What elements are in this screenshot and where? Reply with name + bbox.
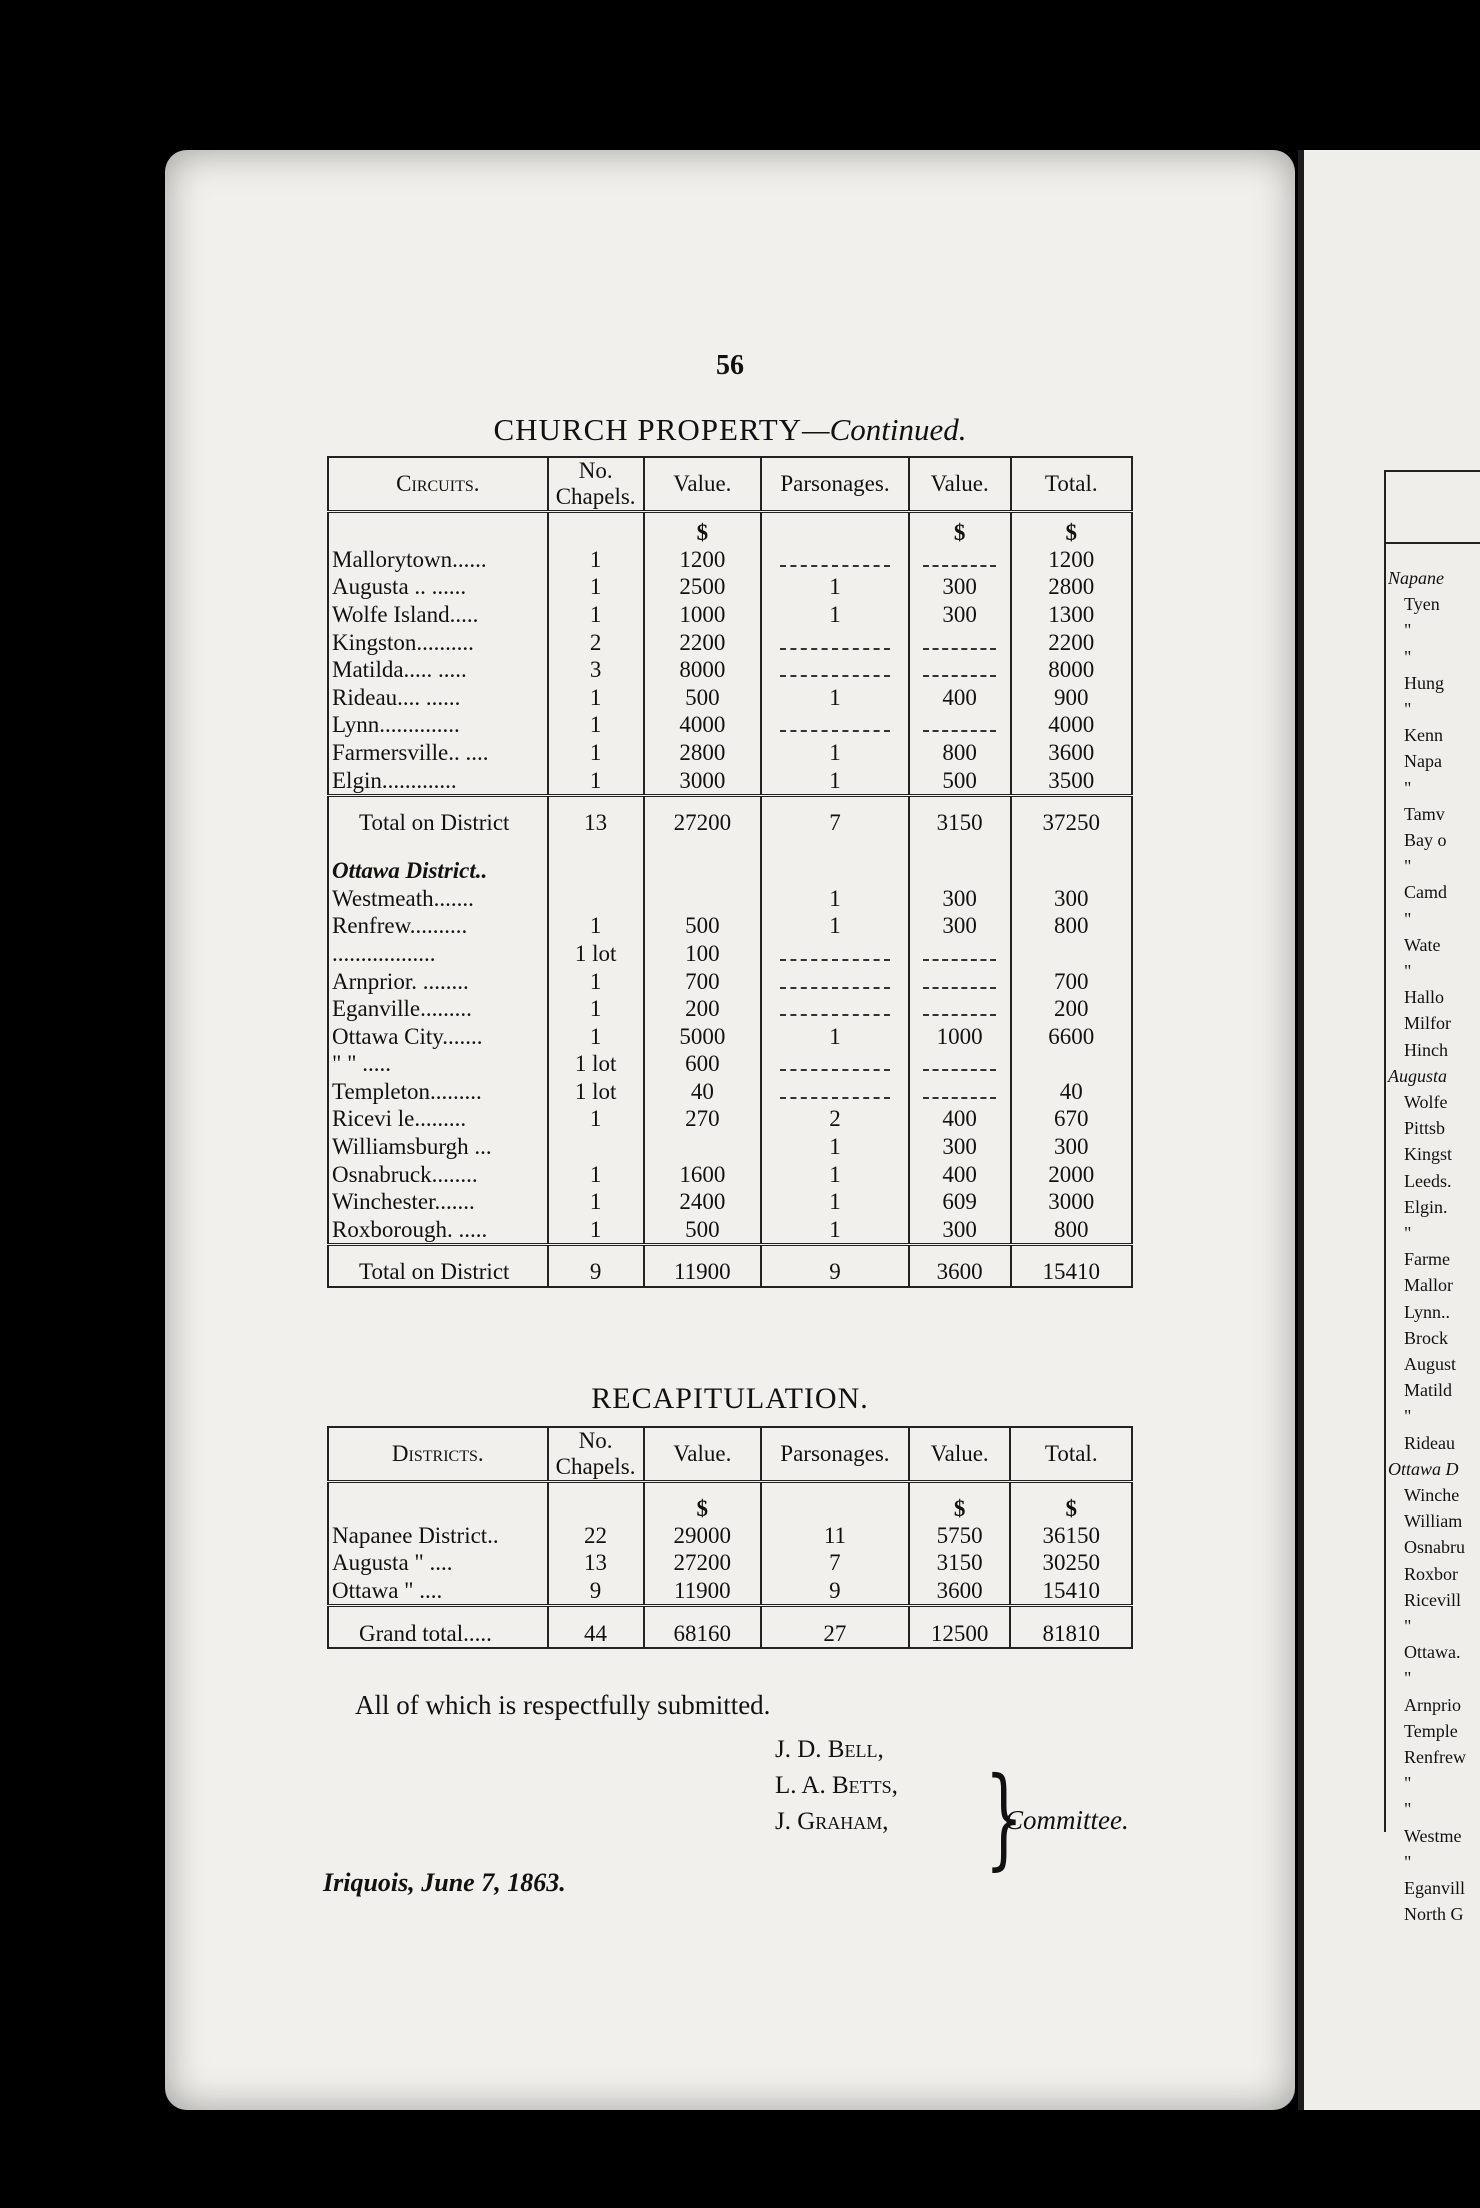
- adjacent-page-text: Milfor: [1404, 1013, 1451, 1034]
- chapels-count: 1: [548, 967, 644, 995]
- parsonages-count: 1: [761, 1133, 909, 1161]
- adjacent-page-text: William: [1404, 1511, 1463, 1532]
- recap-district-row: [328, 1549, 1132, 1577]
- circuit-name: Arnprior. ........: [332, 968, 469, 994]
- parsonage-value: [909, 995, 1011, 1023]
- parsonage-value: [909, 711, 1011, 739]
- augusta-circuit-row: [328, 656, 1132, 684]
- chapel-value: 270: [644, 1105, 762, 1133]
- chapel-value: 1200: [644, 546, 762, 574]
- circuit-name: Osnabruck........: [332, 1161, 478, 1187]
- chapels-count: 1: [548, 601, 644, 629]
- committee-label: Committee.: [1005, 1805, 1129, 1835]
- col-header-value: Value.: [644, 457, 762, 512]
- chapels-count: [548, 884, 644, 912]
- col-header-parsonages: Parsonages.: [761, 457, 909, 512]
- adjacent-page-text: ": [1404, 646, 1412, 667]
- parsonage-value: 5750: [909, 1522, 1011, 1550]
- adjacent-page-text: ": [1404, 1851, 1412, 1872]
- recap-district-row: [328, 1522, 1132, 1550]
- currency-symbol: $: [644, 1482, 762, 1522]
- parsonage-value: 300: [909, 573, 1011, 601]
- col-header-chapels: [548, 1427, 644, 1482]
- chapels-count: 1 lot: [548, 940, 644, 968]
- parsonages-count: [761, 1050, 909, 1078]
- chapel-value: 4000: [644, 711, 762, 739]
- parsonages-count: [761, 995, 909, 1023]
- parsonage-value: 300: [909, 1216, 1011, 1245]
- parsonage-value: [909, 967, 1011, 995]
- augusta-circuit-row: [328, 546, 1132, 574]
- row-total: 800: [1011, 912, 1132, 940]
- ottawa-circuit-row: [328, 884, 1132, 912]
- adjacent-page-text: Rideau: [1404, 1432, 1455, 1453]
- ottawa-circuit-row: [328, 1050, 1132, 1078]
- place-and-date: Iriquois, June 7, 1863.: [323, 1868, 566, 1897]
- augusta-circuit-row: [328, 601, 1132, 629]
- title-suffix: —Continued.: [802, 412, 967, 447]
- recap-district-row: [328, 1577, 1132, 1606]
- page-title: [165, 412, 1295, 448]
- grand-total-row: [328, 1619, 1132, 1648]
- col-header-value: Value.: [644, 1427, 762, 1482]
- total-parsonages: 7: [761, 809, 909, 837]
- chapel-value: 2800: [644, 739, 762, 767]
- signatory-bell: J. D. Bell,: [775, 1736, 884, 1763]
- chapels-count: 1: [548, 995, 644, 1023]
- chapel-value: 5000: [644, 1022, 762, 1050]
- total-chapels: 9: [548, 1258, 644, 1287]
- page-number: 56: [716, 350, 744, 381]
- chapels-count: 1: [548, 1022, 644, 1050]
- ottawa-circuit-row: [328, 1160, 1132, 1188]
- col-header-districts: Districts.: [391, 1441, 484, 1466]
- adjacent-page-text: Elgin.: [1404, 1196, 1448, 1217]
- adjacent-page-text: Farme: [1404, 1249, 1450, 1270]
- row-total: 30250: [1010, 1549, 1132, 1577]
- adjacent-page-text: August: [1404, 1354, 1457, 1374]
- parsonages-count: 1: [761, 884, 909, 912]
- adjacent-page-text: ": [1404, 961, 1412, 981]
- circuit-name: Ricevi le.........: [332, 1106, 467, 1132]
- parsonage-value: [909, 546, 1011, 574]
- adjacent-page-text: Wate: [1404, 934, 1441, 955]
- chapel-value: 11900: [644, 1577, 762, 1606]
- chapel-value: 1000: [644, 601, 762, 629]
- row-total: 2000: [1011, 1160, 1132, 1188]
- col-header-chapels: [548, 457, 644, 512]
- total-parsonage-value: 3150: [909, 809, 1011, 837]
- parsonage-value: 800: [909, 739, 1011, 767]
- total-parsonages: 9: [761, 1258, 909, 1287]
- currency-row: [328, 512, 1132, 546]
- parsonages-count: 1: [761, 739, 909, 767]
- chapel-value: [644, 884, 762, 912]
- row-total: 8000: [1011, 656, 1132, 684]
- adjacent-page-text: ": [1404, 1616, 1412, 1636]
- circuit-name: ..................: [332, 940, 436, 966]
- row-total: 40: [1011, 1078, 1132, 1106]
- chapels-count: 1: [548, 1216, 644, 1245]
- parsonages-count: 1: [761, 683, 909, 711]
- ottawa-circuit-row: [328, 1216, 1132, 1245]
- title-main: CHURCH PROPERTY: [493, 412, 803, 447]
- augusta-district-total-row: [328, 809, 1132, 837]
- row-total: 3600: [1011, 739, 1132, 767]
- circuit-name: Wolfe Island.....: [332, 601, 479, 627]
- ottawa-district-heading: Ottawa District..: [332, 858, 488, 884]
- chapels-header-line2: Chapels.: [555, 484, 636, 509]
- parsonage-value: 609: [909, 1188, 1011, 1216]
- row-total: 3000: [1011, 1188, 1132, 1216]
- ottawa-circuit-row: [328, 1078, 1132, 1106]
- adjacent-page-text: Napane: [1388, 568, 1444, 588]
- row-total: 2800: [1011, 573, 1132, 601]
- chapels-count: 1: [548, 766, 644, 795]
- ottawa-circuit-row: [328, 1133, 1132, 1161]
- parsonages-count: 9: [761, 1577, 909, 1606]
- chapel-value: 500: [644, 912, 762, 940]
- parsonages-count: 7: [761, 1549, 909, 1577]
- parsonages-count: 2: [761, 1105, 909, 1133]
- parsonages-count: [761, 940, 909, 968]
- chapels-count: 13: [548, 1549, 644, 1577]
- adjacent-page-text: Augusta: [1388, 1065, 1448, 1086]
- parsonage-value: 400: [909, 1105, 1011, 1133]
- row-total: 2200: [1011, 628, 1132, 656]
- adjacent-page-text: Renfrew: [1404, 1747, 1466, 1767]
- parsonage-value: 300: [909, 1133, 1011, 1161]
- chapel-value: 100: [644, 940, 762, 968]
- parsonage-value: [909, 1050, 1011, 1078]
- circuit-name: Lynn..............: [332, 712, 460, 738]
- adjacent-page-text: Winche: [1404, 1485, 1460, 1505]
- parsonages-count: [761, 711, 909, 739]
- chapel-value: 40: [644, 1078, 762, 1106]
- circuit-name: Roxborough. .....: [332, 1216, 488, 1242]
- chapels-header-line1: No.: [578, 1428, 613, 1453]
- chapels-count: 9: [548, 1577, 644, 1606]
- adjacent-page-text: ": [1404, 856, 1412, 877]
- adjacent-page-text: Temple: [1404, 1720, 1458, 1741]
- chapels-count: 1: [548, 1105, 644, 1133]
- chapels-count: 3: [548, 656, 644, 684]
- grand-total-label: Grand total.....: [359, 1620, 492, 1646]
- circuit-name: Ottawa City.......: [332, 1023, 483, 1049]
- grand-total-total: 81810: [1010, 1619, 1132, 1648]
- row-total: 900: [1011, 683, 1132, 711]
- parsonage-value: 400: [909, 683, 1011, 711]
- circuit-name: Mallorytown......: [332, 546, 487, 572]
- committee-brace: }: [984, 1753, 1024, 1881]
- ottawa-circuit-row: [328, 1188, 1132, 1216]
- adjacent-page-text: Napa: [1404, 751, 1442, 772]
- col-header-parsonage-value: Value.: [909, 457, 1011, 512]
- submission-statement: All of which is respectfully submitted.: [355, 1690, 771, 1720]
- row-total: 36150: [1010, 1522, 1132, 1550]
- adjacent-page-text: Camd: [1404, 882, 1447, 903]
- row-total: 800: [1011, 1216, 1132, 1245]
- col-header-parsonages: Parsonages.: [761, 1427, 909, 1482]
- adjacent-page-text: Matild: [1404, 1380, 1452, 1401]
- chapels-count: 1: [548, 711, 644, 739]
- parsonage-value: 1000: [909, 1022, 1011, 1050]
- parsonage-value: 500: [909, 766, 1011, 795]
- chapels-count: 1: [548, 912, 644, 940]
- col-header-total: Total.: [1010, 1427, 1132, 1482]
- chapels-count: 1: [548, 683, 644, 711]
- chapel-value: 29000: [644, 1522, 762, 1550]
- chapels-count: 22: [548, 1522, 644, 1550]
- col-header-circuits: Circuits.: [396, 471, 480, 496]
- parsonages-count: 1: [761, 601, 909, 629]
- parsonage-value: 300: [909, 884, 1011, 912]
- currency-symbol: $: [1011, 512, 1132, 546]
- row-total: 6600: [1011, 1022, 1132, 1050]
- circuit-name: Rideau.... ......: [332, 684, 461, 710]
- row-total: 300: [1011, 1133, 1132, 1161]
- circuit-name: Templeton.........: [332, 1078, 482, 1104]
- row-total: 3500: [1011, 766, 1132, 795]
- adjacent-page-text: Hinch: [1404, 1039, 1448, 1060]
- adjacent-page-text: Tyen: [1404, 594, 1440, 615]
- parsonage-value: [909, 1078, 1011, 1106]
- row-total: [1011, 1050, 1132, 1078]
- currency-symbol: $: [644, 512, 762, 546]
- grand-total-chapels: 44: [548, 1619, 644, 1648]
- augusta-circuit-row: [328, 711, 1132, 739]
- parsonage-value: 300: [909, 912, 1011, 940]
- parsonage-value: 3600: [909, 1577, 1011, 1606]
- circuit-name: Renfrew..........: [332, 913, 468, 939]
- chapels-count: 1: [548, 1188, 644, 1216]
- adjacent-page-text: Hallo: [1404, 987, 1444, 1008]
- augusta-circuit-row: [328, 573, 1132, 601]
- chapels-count: 1: [548, 739, 644, 767]
- chapel-value: 700: [644, 967, 762, 995]
- parsonages-count: [761, 628, 909, 656]
- augusta-circuit-row: [328, 739, 1132, 767]
- chapel-value: 500: [644, 1216, 762, 1245]
- parsonages-count: 1: [761, 766, 909, 795]
- circuit-name: Farmersville.. ....: [332, 739, 489, 765]
- augusta-circuit-row: [328, 766, 1132, 795]
- parsonage-value: 300: [909, 601, 1011, 629]
- church-property-table: [327, 456, 1133, 1288]
- chapel-value: 27200: [644, 1549, 762, 1577]
- ottawa-district-total-row: [328, 1258, 1132, 1287]
- adjacent-page-text: Hung: [1404, 672, 1444, 693]
- signatory-betts: L. A. Betts,: [775, 1772, 898, 1799]
- total-parsonage-value: 3600: [909, 1258, 1011, 1287]
- adjacent-page-text: Pittsb: [1404, 1118, 1446, 1139]
- chapel-value: 3000: [644, 766, 762, 795]
- adjacent-page-text: ": [1404, 908, 1412, 929]
- grand-total-parsonages: 27: [761, 1619, 909, 1648]
- adjacent-page-text: Kenn: [1404, 725, 1443, 746]
- chapels-count: 1: [548, 1160, 644, 1188]
- adjacent-page-text: Ricevill: [1404, 1589, 1461, 1610]
- adjacent-page-text: Wolfe: [1404, 1092, 1448, 1112]
- col-header-total: Total.: [1011, 457, 1132, 512]
- district-name: Ottawa " ....: [332, 1577, 443, 1603]
- parsonages-count: 1: [761, 573, 909, 601]
- district-name: Augusta " ....: [332, 1550, 453, 1576]
- separator-rule: [328, 795, 1132, 809]
- circuit-name: Elgin.............: [332, 767, 457, 793]
- total-total: 15410: [1011, 1258, 1132, 1287]
- adjacent-header-rule: [1386, 542, 1480, 544]
- separator-rule: [328, 1245, 1132, 1259]
- adjacent-page-text: ": [1404, 777, 1412, 798]
- currency-symbol: $: [1010, 1482, 1132, 1522]
- ottawa-circuit-row: [328, 1022, 1132, 1050]
- parsonages-count: 11: [761, 1522, 909, 1550]
- adjacent-page-text: Brock: [1404, 1327, 1448, 1348]
- parsonages-count: [761, 546, 909, 574]
- chapel-value: 1600: [644, 1160, 762, 1188]
- adjacent-page-text: ": [1404, 1773, 1412, 1794]
- ottawa-circuit-row: [328, 995, 1132, 1023]
- grand-total-value: 68160: [644, 1619, 762, 1648]
- adjacent-page-text: ": [1404, 1799, 1412, 1820]
- total-label: Total on District: [359, 1259, 510, 1285]
- parsonage-value: 400: [909, 1160, 1011, 1188]
- adjacent-page-text: Ottawa.: [1404, 1642, 1461, 1663]
- adjacent-page-text: Lynn..: [1404, 1301, 1451, 1322]
- total-value: 11900: [644, 1258, 762, 1287]
- signatory-graham: J. Graham,: [775, 1808, 889, 1835]
- adjacent-page-text: ": [1404, 1406, 1412, 1427]
- circuit-name: " " .....: [332, 1051, 392, 1077]
- adjacent-page-text: Arnprio: [1404, 1694, 1461, 1715]
- row-total: 700: [1011, 967, 1132, 995]
- adjacent-page-text: Osnabru: [1404, 1537, 1465, 1558]
- adjacent-page-text: Bay o: [1404, 830, 1447, 850]
- adjacent-page-text: Roxbor: [1404, 1563, 1458, 1584]
- separator-rule: [328, 1606, 1132, 1620]
- row-total: 1200: [1011, 546, 1132, 574]
- chapels-count: 1: [548, 573, 644, 601]
- circuit-name: Matilda..... .....: [332, 657, 467, 683]
- chapel-value: 500: [644, 683, 762, 711]
- total-chapels: 13: [548, 809, 644, 837]
- chapels-count: 1 lot: [548, 1050, 644, 1078]
- recapitulation-title: RECAPITULATION.: [591, 1382, 869, 1415]
- row-total: [1011, 940, 1132, 968]
- district-name: Napanee District..: [332, 1522, 499, 1548]
- parsonages-count: 1: [761, 1022, 909, 1050]
- row-total: 670: [1011, 1105, 1132, 1133]
- ottawa-heading-row: [328, 836, 1132, 884]
- ottawa-circuit-row: [328, 1105, 1132, 1133]
- adjacent-page-text: ": [1404, 699, 1412, 719]
- col-header-parsonage-value: Value.: [909, 1427, 1011, 1482]
- adjacent-page-text: Mallor: [1404, 1275, 1453, 1296]
- row-total: 15410: [1010, 1577, 1132, 1606]
- augusta-circuit-row: [328, 628, 1132, 656]
- chapel-value: 600: [644, 1050, 762, 1078]
- adjacent-page-text: ": [1404, 1223, 1412, 1243]
- adjacent-page-text: Ottawa D: [1388, 1458, 1459, 1479]
- adjacent-page-text: Kingst: [1404, 1144, 1453, 1165]
- chapel-value: 2500: [644, 573, 762, 601]
- adjacent-page-text: ": [1404, 620, 1412, 641]
- ottawa-circuit-row: [328, 967, 1132, 995]
- circuit-name: Winchester.......: [332, 1189, 475, 1215]
- recapitulation-table: [327, 1426, 1133, 1649]
- parsonages-count: [761, 967, 909, 995]
- chapels-count: [548, 1133, 644, 1161]
- parsonage-value: [909, 628, 1011, 656]
- chapel-value: 2400: [644, 1188, 762, 1216]
- circuit-name: Augusta .. ......: [332, 574, 467, 600]
- parsonage-value: 3150: [909, 1549, 1011, 1577]
- circuit-name: Westmeath.......: [332, 885, 474, 911]
- circuit-name: Kingston..........: [332, 629, 474, 655]
- total-label: Total on District: [359, 810, 510, 836]
- ottawa-circuit-row: [328, 940, 1132, 968]
- grand-total-parsonage-value: 12500: [909, 1619, 1011, 1648]
- adjacent-page-text: Tamv: [1404, 803, 1445, 824]
- parsonage-value: [909, 940, 1011, 968]
- parsonages-count: 1: [761, 1216, 909, 1245]
- parsonages-count: [761, 656, 909, 684]
- chapels-count: 2: [548, 628, 644, 656]
- ottawa-circuit-row: [328, 912, 1132, 940]
- adjacent-page-text: North G: [1404, 1904, 1464, 1925]
- chapel-value: 2200: [644, 628, 762, 656]
- currency-symbol: $: [909, 512, 1011, 546]
- parsonage-value: [909, 656, 1011, 684]
- chapels-header-line2: Chapels.: [555, 1454, 636, 1479]
- circuit-name: Eganville.........: [332, 996, 472, 1022]
- total-value: 27200: [644, 809, 762, 837]
- circuit-name: Williamsburgh ...: [332, 1134, 492, 1160]
- chapels-header-line1: No.: [578, 458, 613, 483]
- augusta-circuit-row: [328, 683, 1132, 711]
- adjacent-page-fragment: [1298, 150, 1480, 2110]
- total-total: 37250: [1011, 809, 1132, 837]
- parsonages-count: [761, 1078, 909, 1106]
- adjacent-page-text: Leeds.: [1404, 1170, 1452, 1191]
- document-page: [165, 150, 1295, 2110]
- chapel-value: [644, 1133, 762, 1161]
- row-total: 1300: [1011, 601, 1132, 629]
- row-total: 200: [1011, 995, 1132, 1023]
- chapels-count: 1: [548, 546, 644, 574]
- parsonages-count: 1: [761, 912, 909, 940]
- row-total: 300: [1011, 884, 1132, 912]
- parsonages-count: 1: [761, 1188, 909, 1216]
- chapel-value: 200: [644, 995, 762, 1023]
- chapel-value: 8000: [644, 656, 762, 684]
- chapels-count: 1 lot: [548, 1078, 644, 1106]
- parsonages-count: 1: [761, 1160, 909, 1188]
- currency-row: [328, 1482, 1132, 1522]
- adjacent-page-text: Eganvill: [1404, 1878, 1465, 1898]
- adjacent-page-text: Westme: [1404, 1825, 1462, 1846]
- currency-symbol: $: [909, 1482, 1011, 1522]
- row-total: 4000: [1011, 711, 1132, 739]
- adjacent-page-text: ": [1404, 1668, 1412, 1689]
